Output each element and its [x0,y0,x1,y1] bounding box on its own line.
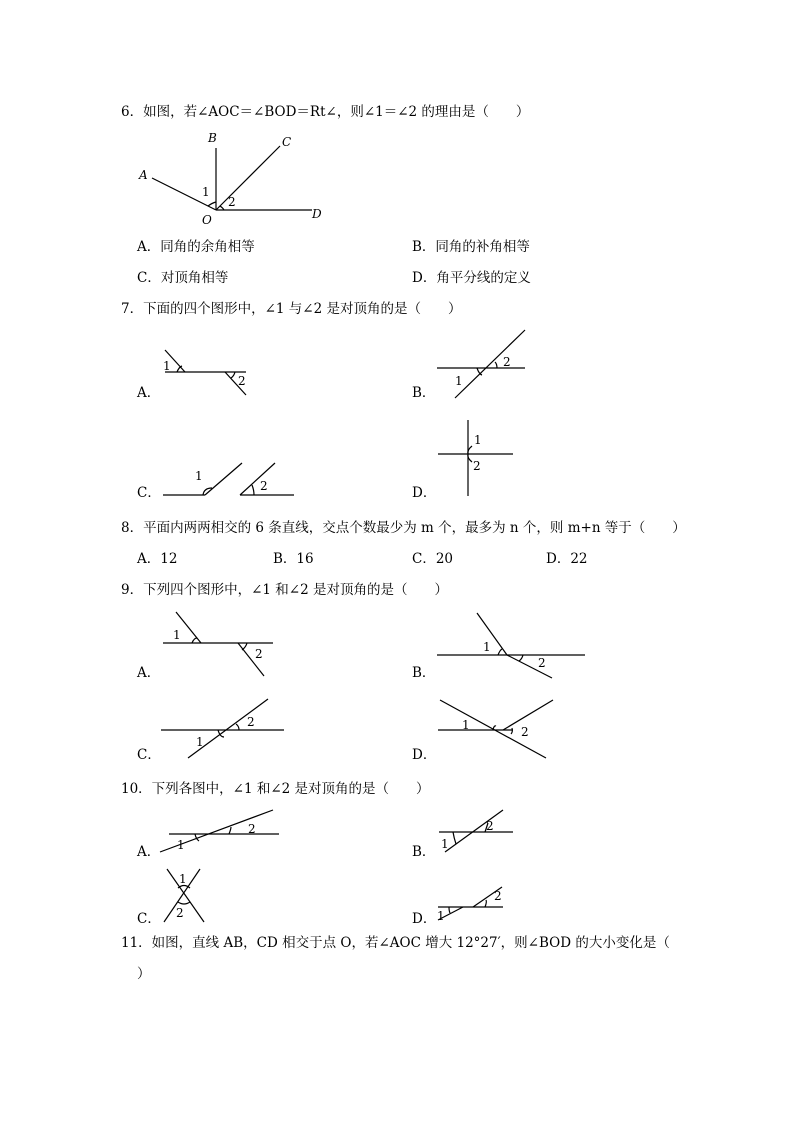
q7d-label-2: 2 [473,459,481,473]
q9-figure-c [158,695,288,761]
q10-option-a[interactable]: A． [137,844,161,860]
q10c-label-1: 1 [179,872,187,886]
q7b-label-2: 2 [503,355,511,369]
q10-figure-d [435,882,510,922]
q7-stem: 7．下面的四个图形中，∠1 与∠2 是对顶角的是（ ） [121,301,462,317]
label-B: B [208,131,217,145]
q10a-label-2: 2 [248,822,256,836]
q10-figure-a [155,806,285,856]
q10-figure-b [435,808,515,858]
q7-figure-b [435,328,535,400]
label-A: A [139,168,148,182]
q8-option-d[interactable]: D．22 [546,551,588,567]
q7-option-b[interactable]: B． [412,385,436,401]
q10-option-d[interactable]: D． [412,911,437,927]
q9-option-a[interactable]: A． [137,665,161,681]
q8-option-b[interactable]: B．16 [273,551,314,567]
q7-option-d[interactable]: D． [412,485,437,501]
q8-option-a[interactable]: A．12 [137,551,178,567]
q9-figure-a [158,610,276,682]
q9-option-d[interactable]: D． [412,747,437,763]
q10-option-b[interactable]: B． [412,844,436,860]
q9-figure-b [435,610,590,682]
q9-option-b[interactable]: B． [412,665,436,681]
q6-option-b[interactable]: B．同角的补角相等 [412,239,530,255]
q9c-label-2: 2 [247,715,255,729]
q6-figure [130,126,340,228]
q7-figure-d [435,418,520,498]
q9b-label-1: 1 [483,640,491,654]
label-angle-1: 1 [202,185,210,199]
q10-option-c[interactable]: C． [137,911,161,927]
q7a-label-1: 1 [163,359,171,373]
label-angle-2: 2 [228,195,236,209]
q9a-label-2: 2 [255,647,263,661]
q7c-label-2: 2 [260,479,268,493]
q11-stem-line1: 11．如图，直线 AB，CD 相交于点 O，若∠AOC 增大 12°27′，则∠BOD 的大小变化是（ [121,935,670,951]
q7d-label-1: 1 [474,433,482,447]
q6-option-a[interactable]: A．同角的余角相等 [137,239,255,255]
q9-option-c[interactable]: C． [137,747,161,763]
q10b-label-2: 2 [486,819,494,833]
q8-stem: 8．平面内两两相交的 6 条直线，交点个数最少为 m 个，最多为 n 个，则 m+n 等于（ ） [121,520,686,536]
ray-OC [216,146,280,210]
q10d-label-1: 1 [437,909,445,923]
q9c-label-1: 1 [196,735,204,749]
q10c-label-2: 2 [176,906,184,920]
q9b-label-2: 2 [538,656,546,670]
q7a-label-2: 2 [238,374,246,388]
q11-stem-line2: ） [137,966,151,982]
label-C: C [282,135,292,149]
q7-figure-a [155,345,255,400]
q7-option-a[interactable]: A． [137,385,161,401]
q9d-label-1: 1 [462,718,470,732]
q7b-label-1: 1 [455,374,463,388]
q7-option-c[interactable]: C． [137,485,161,501]
q10-figure-c [160,866,210,926]
angle-1-arc [208,202,216,206]
q10b-label-1: 1 [441,837,449,851]
q6-option-d[interactable]: D．角平分线的定义 [412,270,531,286]
q9d-label-2: 2 [521,725,529,739]
q9a-label-1: 1 [173,628,181,642]
label-D: D [312,207,322,221]
q6-stem: 6．如图，若∠AOC＝∠BOD＝Rt∠，则∠1＝∠2 的理由是（ ） [121,104,530,120]
q7c-label-1: 1 [195,469,203,483]
q6-option-c[interactable]: C．对顶角相等 [137,270,229,286]
angle-2-arc [220,206,224,210]
q8-option-c[interactable]: C．20 [412,551,454,567]
q7-figure-c [160,455,300,500]
q10d-label-2: 2 [494,889,502,903]
q9-figure-d [435,695,560,761]
q9-stem: 9．下列四个图形中，∠1 和∠2 是对顶角的是（ ） [121,582,448,598]
q10a-label-1: 1 [177,838,185,852]
label-O: O [202,213,212,227]
q10-stem: 10．下列各图中，∠1 和∠2 是对顶角的是（ ） [121,781,430,797]
